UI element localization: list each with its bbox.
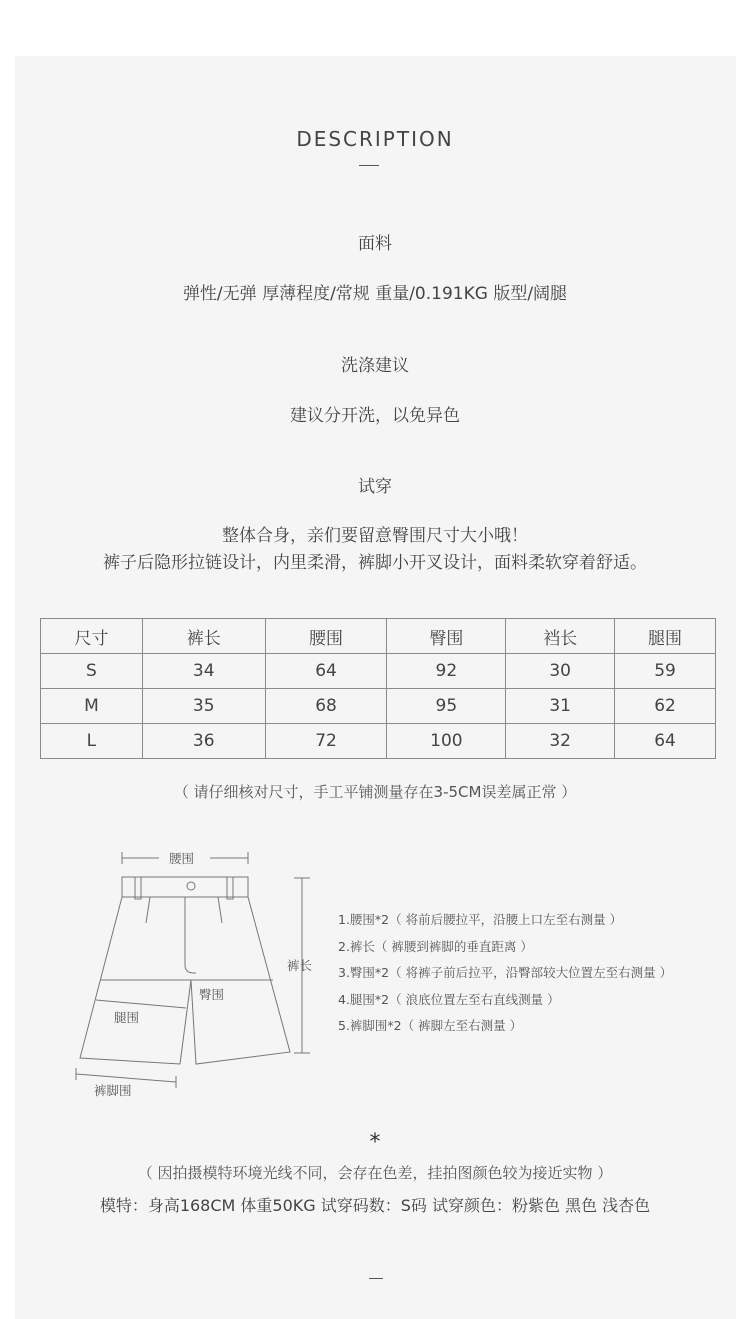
table-cell: 100 <box>387 724 506 759</box>
table-cell: 62 <box>615 689 716 724</box>
table-cell: 59 <box>615 654 716 689</box>
table-cell: 31 <box>506 689 615 724</box>
table-cell: 30 <box>506 654 615 689</box>
table-row <box>41 654 716 689</box>
fabric-specs: 弹性/无弹 厚薄程度/常规 重量/0.191KG 版型/阔腿 <box>182 284 568 304</box>
washing-heading: 洗涤建议 <box>341 356 409 376</box>
table-row <box>41 689 716 724</box>
table-cell: 35 <box>142 689 265 724</box>
table-cell: S <box>41 654 143 689</box>
list-item: 1.腰围*2（ 将前后腰拉平，沿腰上口左至右测量 ） <box>338 912 623 927</box>
fabric-heading: 面料 <box>358 234 392 254</box>
thigh-label: 腿围 <box>114 1010 140 1025</box>
list-item: 3.臀围*2（ 将裤子前后拉平，沿臀部较大位置左至右测量 ） <box>338 965 673 980</box>
shorts-measurement-diagram <box>60 840 330 1110</box>
table-cell: 36 <box>142 724 265 759</box>
length-label: 裤长 <box>287 958 313 973</box>
tryon-heading: 试穿 <box>358 477 392 497</box>
table-cell: 92 <box>387 654 506 689</box>
hem-label: 裤脚围 <box>94 1083 132 1098</box>
table-header-cell: 腰围 <box>265 619 387 654</box>
color-disclaimer: （ 因拍摄模特环境光线不同，会存在色差，挂拍图颜色较为接近实物 ） <box>137 1164 613 1182</box>
list-item: 4.腿围*2（ 浪底位置左至右直线测量 ） <box>338 991 560 1007</box>
table-header-cell: 臀围 <box>387 619 506 654</box>
list-item: 2.裤长（ 裤腰到裤脚的垂直距离 ） <box>338 938 533 954</box>
table-cell: 64 <box>615 724 716 759</box>
waist-label: 腰围 <box>169 851 195 866</box>
model-info: 模特：身高168CM 体重50KG 试穿码数：S码 试穿颜色：粉紫色 黑色 浅杏色 <box>99 1196 651 1215</box>
table-header-cell: 尺寸 <box>41 619 143 654</box>
end-divider <box>369 1278 383 1279</box>
table-cell: 72 <box>265 724 387 759</box>
hip-label: 臀围 <box>199 987 225 1002</box>
size-note: （ 请仔细核对尺寸，手工平铺测量存在3-5CM误差属正常 ） <box>173 783 577 801</box>
title-divider <box>359 165 379 166</box>
table-row <box>41 724 716 759</box>
table-header-cell: 腿围 <box>615 619 716 654</box>
tryon-line-1: 整体合身，亲们要留意臀围尺寸大小哦！ <box>222 526 528 546</box>
table-cell: 95 <box>387 689 506 724</box>
table-header-row <box>41 619 716 654</box>
table-cell: 32 <box>506 724 615 759</box>
tryon-line-2: 裤子后隐形拉链设计，内里柔滑，裤脚小开叉设计，面料柔软穿着舒适。 <box>103 553 647 573</box>
page-title: DESCRIPTION <box>296 127 454 151</box>
table-cell: 34 <box>142 654 265 689</box>
table-header-cell: 裤长 <box>142 619 265 654</box>
washing-text: 建议分开洗，以免异色 <box>290 406 460 426</box>
footer-star: * <box>369 1130 381 1155</box>
table-cell: 64 <box>265 654 387 689</box>
measurement-instructions <box>338 910 672 1043</box>
table-cell: 68 <box>265 689 387 724</box>
table-cell: L <box>41 724 143 759</box>
table-cell: M <box>41 689 143 724</box>
table-header-cell: 裆长 <box>506 619 615 654</box>
list-item: 5.裤脚围*2（ 裤脚左至右测量 ） <box>338 1018 523 1033</box>
size-table <box>40 618 716 759</box>
